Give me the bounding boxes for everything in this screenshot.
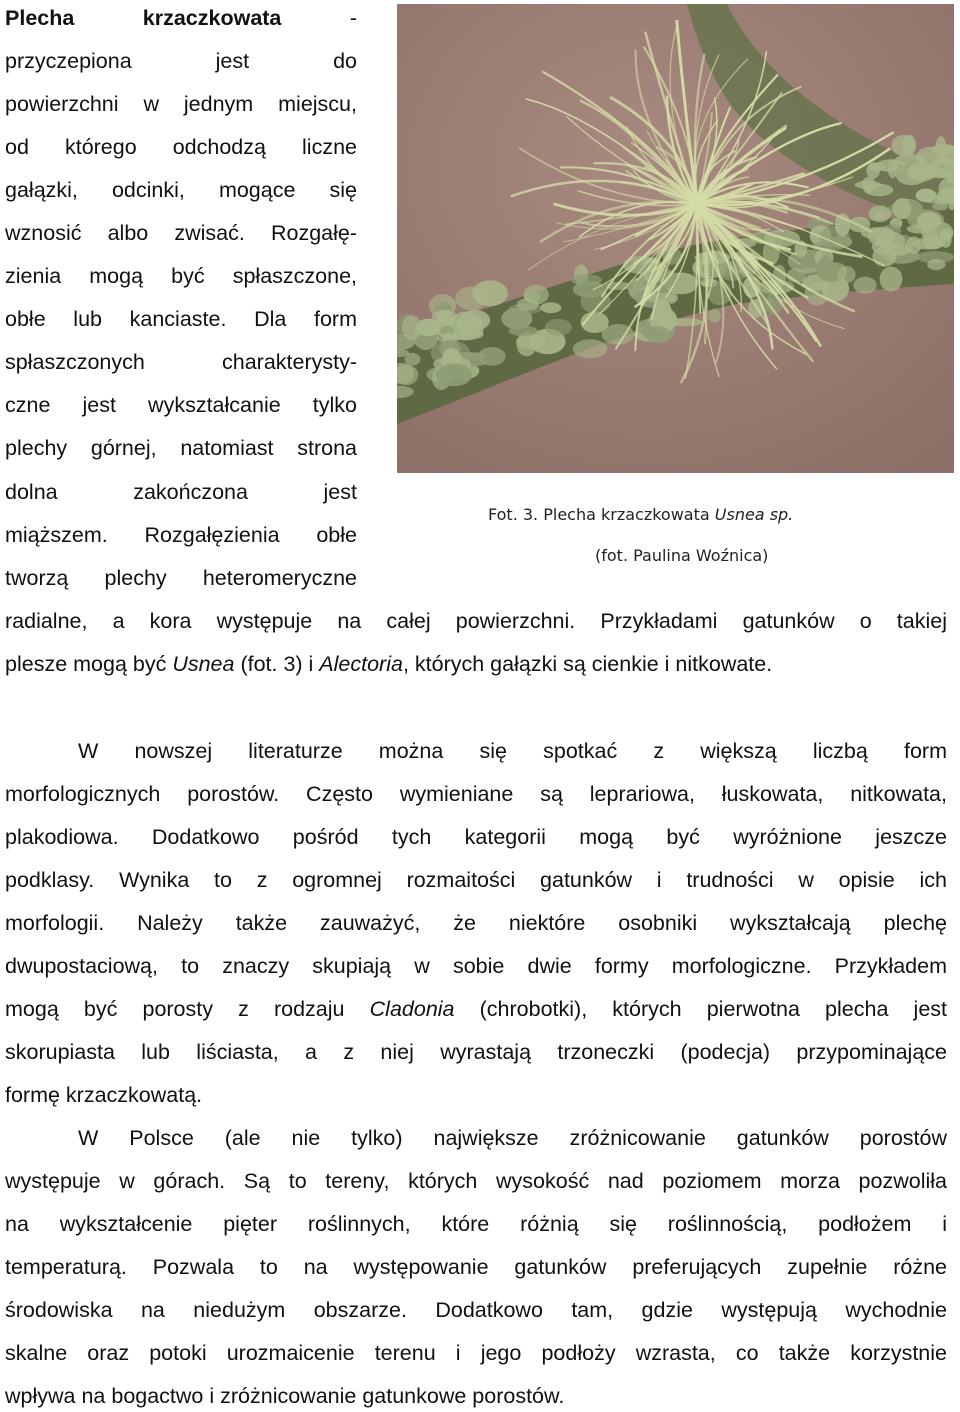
intro-line-12: dolna zakończona jest	[5, 480, 357, 504]
p3-line-6: skalne oraz potoki urozmaicenie terenu i jego podłoży wzrasta, co także korzystnie	[5, 1341, 947, 1365]
p2-line-1: W nowszej literaturze można się spotkać z większą liczbą form	[78, 739, 947, 763]
p3-line-7: wpływa na bogactwo i zróżnicowanie gatunkowe porostów.	[5, 1384, 565, 1408]
intro-line-9: spłaszczonych charakterysty-	[5, 350, 357, 374]
intro-line-2: przyczepiona jest do	[5, 49, 357, 73]
p2-line-8: skorupiasta lub liściasta, a z niej wyrastają trzoneczki (podecja) przypominające	[5, 1040, 947, 1064]
p3-line-5: środowiska na niedużym obszarze. Dodatkowo tam, gdzie występują wychodnie	[5, 1298, 947, 1322]
intro-line-4: od którego odchodzą liczne	[5, 135, 357, 159]
intro-line-7: zienia mogą być spłaszczone,	[5, 264, 357, 288]
intro-line-11: plechy górnej, natomiast strona	[5, 436, 357, 460]
intro-full-line: radialne, a kora występuje na całej powierzchni. Przykładami gatunków o takiej	[5, 609, 947, 633]
p3-line-2: występuje w górach. Są to tereny, których wysokość nad poziomem morza pozwoliła	[5, 1169, 947, 1193]
caption-species: Usnea sp.	[714, 505, 794, 524]
genus-cladonia: Cladonia	[369, 997, 455, 1021]
figure-caption: Fot. 3. Plecha krzaczkowata Usnea sp.	[488, 505, 794, 524]
intro-line-3: powierzchni w jednym miejscu,	[5, 92, 357, 116]
bold-term: Plecha krzaczkowata	[5, 6, 282, 30]
p2-line-5: morfologii. Należy także zauważyć, że niektóre osobniki wykształcają plechę	[5, 911, 947, 935]
genus-usnea: Usnea	[172, 652, 235, 676]
intro-line-10: czne jest wykształcanie tylko	[5, 393, 357, 417]
p2-line-4: podklasy. Wynika to z ogromnej rozmaitości gatunków i trudności w opisie ich	[5, 868, 947, 892]
p3-line-4: temperaturą. Pozwala to na występowanie gatunków preferujących zupełnie różne	[5, 1255, 947, 1279]
usnea-lichen-illustration	[397, 4, 954, 473]
intro-line-6: wznosić albo zwisać. Rozgałę-	[5, 221, 357, 245]
p2-line-6: dwupostaciową, to znaczy skupiają w sobie dwie formy morfologiczne. Przykładem	[5, 954, 947, 978]
figure-credit: (fot. Paulina Woźnica)	[595, 546, 769, 565]
intro-line-14: tworzą plechy heteromeryczne	[5, 566, 357, 590]
intro-line-5: gałązki, odcinki, mogące się	[5, 178, 357, 202]
intro-line-1: Plecha krzaczkowata -	[5, 6, 357, 30]
lichen-photo	[397, 4, 954, 473]
intro-line-13: miąższem. Rozgałęzienia obłe	[5, 523, 357, 547]
intro-last-line: plesze mogą być Usnea (fot. 3) i Alectoria, których gałązki są cienkie i nitkowate.	[5, 652, 773, 676]
p2-line-2: morfologicznych porostów. Często wymieniane są leprariowa, łuskowata, nitkowata,	[5, 782, 947, 806]
p3-line-3: na wykształcenie pięter roślinnych, które różnią się roślinnością, podłożem i	[5, 1212, 947, 1236]
p2-line-9: formę krzaczkowatą.	[5, 1083, 203, 1107]
p2-line-3: plakodiowa. Dodatkowo pośród tych kategorii mogą być wyróżnione jeszcze	[5, 825, 947, 849]
genus-alectoria: Alectoria	[319, 652, 403, 676]
intro-line-8: obłe lub kanciaste. Dla form	[5, 307, 357, 331]
p3-line-1: W Polsce (ale nie tylko) największe zróżnicowanie gatunków porostów	[78, 1126, 947, 1150]
p2-line-7: mogą być porosty z rodzaju Cladonia (chrobotki), których pierwotna plecha jest	[5, 997, 947, 1021]
